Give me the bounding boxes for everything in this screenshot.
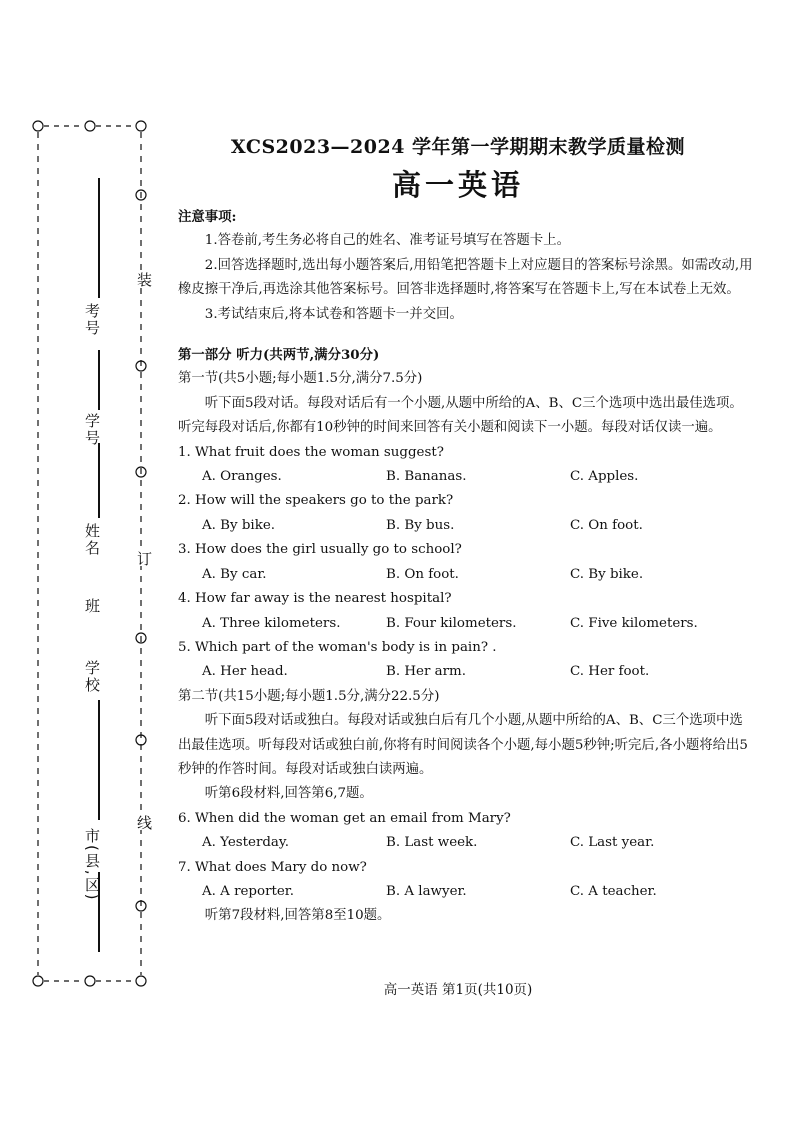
option-a[interactable]: A. By bike. <box>202 517 275 533</box>
question-2 <box>178 489 754 538</box>
label-kaohao: 考号 <box>83 303 101 337</box>
option-b[interactable]: B. By bus. <box>386 517 455 533</box>
label-city: 市(县,区) <box>83 828 101 902</box>
question-3 <box>178 538 754 587</box>
question-stem: 7. What does Mary do now? <box>178 859 367 875</box>
option-b[interactable]: B. Four kilometers. <box>386 615 517 631</box>
option-c[interactable]: C. Five kilometers. <box>570 615 698 631</box>
label-xingming: 姓名 <box>83 523 101 557</box>
question-5 <box>178 636 754 685</box>
label-ban: 班 <box>83 598 101 615</box>
question-6 <box>178 807 754 856</box>
label-xuehao: 学号 <box>83 413 101 447</box>
spacer <box>178 327 754 343</box>
binding-strip <box>0 0 160 1123</box>
question-stem: 6. When did the woman get an email from Mary? <box>178 810 511 826</box>
section2-instructions: 听下面5段对话或独白。每段对话或独白后有几个小题,从题中所给的A、B、C三个选项中选出最佳选项。听每段对话或独白前,你将有时间阅读各个小题,每小题5秒钟;听完后,各小题将给出5秒钟的作答时间。每段对话或独白读两遍。 <box>178 713 748 777</box>
question-stem: 4. How far away is the nearest hospital? <box>178 591 452 607</box>
note-item-1: 1.答卷前,考生务必将自己的姓名、准考证号填写在答题卡上。 <box>204 233 570 249</box>
question-stem: 1. What fruit does the woman suggest? <box>178 444 444 460</box>
question-stem: 2. How will the speakers go to the park? <box>178 493 454 509</box>
note-item-3: 3.考试结束后,将本试卷和答题卡一并交回。 <box>204 306 463 322</box>
option-a[interactable]: A. Her head. <box>202 664 288 680</box>
option-b[interactable]: B. On foot. <box>386 566 459 582</box>
option-a[interactable]: A. Yesterday. <box>202 835 289 851</box>
section2-heading: 第二节(共15小题;每小题1.5分,满分22.5分) <box>178 688 440 704</box>
option-b[interactable]: B. A lawyer. <box>386 883 467 899</box>
xuehao-line[interactable] <box>98 350 100 410</box>
question-4 <box>178 587 754 636</box>
option-a[interactable]: A. Oranges. <box>202 469 282 485</box>
note-item-2: 2.回答选择题时,选出每小题答案后,用铅笔把答题卡上对应题目的答案标号涂黑。如需改动,用橡皮擦干净后,再选涂其他答案标号。回答非选择题时,将答案写在答题卡上,写在本试卷上无效。 <box>178 257 753 298</box>
cut-mark-xian: 线 <box>135 815 153 830</box>
option-a[interactable]: A. By car. <box>202 566 267 582</box>
section1-heading: 第一节(共5小题;每小题1.5分,满分7.5分) <box>178 371 423 387</box>
cut-mark-ding: 订 <box>135 551 153 566</box>
option-c[interactable]: C. Apples. <box>570 469 639 485</box>
material-6-note: 听第6段材料,回答第6,7题。 <box>204 786 373 802</box>
exam-content <box>178 205 754 929</box>
option-c[interactable]: C. Her foot. <box>570 664 650 680</box>
question-stem: 5. Which part of the woman's body is in pain? . <box>178 639 497 655</box>
page-footer: 高一英语 第1页(共10页) <box>383 982 533 998</box>
option-a[interactable]: A. Three kilometers. <box>202 615 341 631</box>
kaohao-line[interactable] <box>98 178 100 298</box>
exam-title: XCS2023—2024 学年第一学期期末教学质量检测 <box>230 136 686 158</box>
part1-heading: 第一部分 听力(共两节,满分30分) <box>178 347 380 364</box>
option-c[interactable]: C. A teacher. <box>570 883 657 899</box>
subject-title: 高一英语 <box>391 168 524 202</box>
option-b[interactable]: B. Last week. <box>386 835 478 851</box>
option-c[interactable]: C. By bike. <box>570 566 644 582</box>
option-b[interactable]: B. Her arm. <box>386 664 466 680</box>
xingming-line[interactable] <box>98 443 100 518</box>
notes-heading: 注意事项: <box>178 209 237 225</box>
material-7-note: 听第7段材料,回答第8至10题。 <box>204 908 391 924</box>
label-xuexiao: 学校 <box>83 660 101 694</box>
city-line[interactable] <box>98 700 100 820</box>
cut-mark-zhuang: 装 <box>135 272 153 287</box>
option-a[interactable]: A. A reporter. <box>202 883 294 899</box>
question-7 <box>178 856 754 905</box>
option-c[interactable]: C. Last year. <box>570 835 655 851</box>
option-b[interactable]: B. Bananas. <box>386 469 467 485</box>
question-1 <box>178 441 754 490</box>
section1-instructions: 听下面5段对话。每段对话后有一个小题,从题中所给的A、B、C三个选项中选出最佳选项。听完每段对话后,你都有10秒钟的时间来回答有关小题和阅读下一小题。每段对话仅读一遍。 <box>178 395 743 436</box>
question-stem: 3. How does the girl usually go to school? <box>178 542 462 558</box>
option-c[interactable]: C. On foot. <box>570 517 643 533</box>
